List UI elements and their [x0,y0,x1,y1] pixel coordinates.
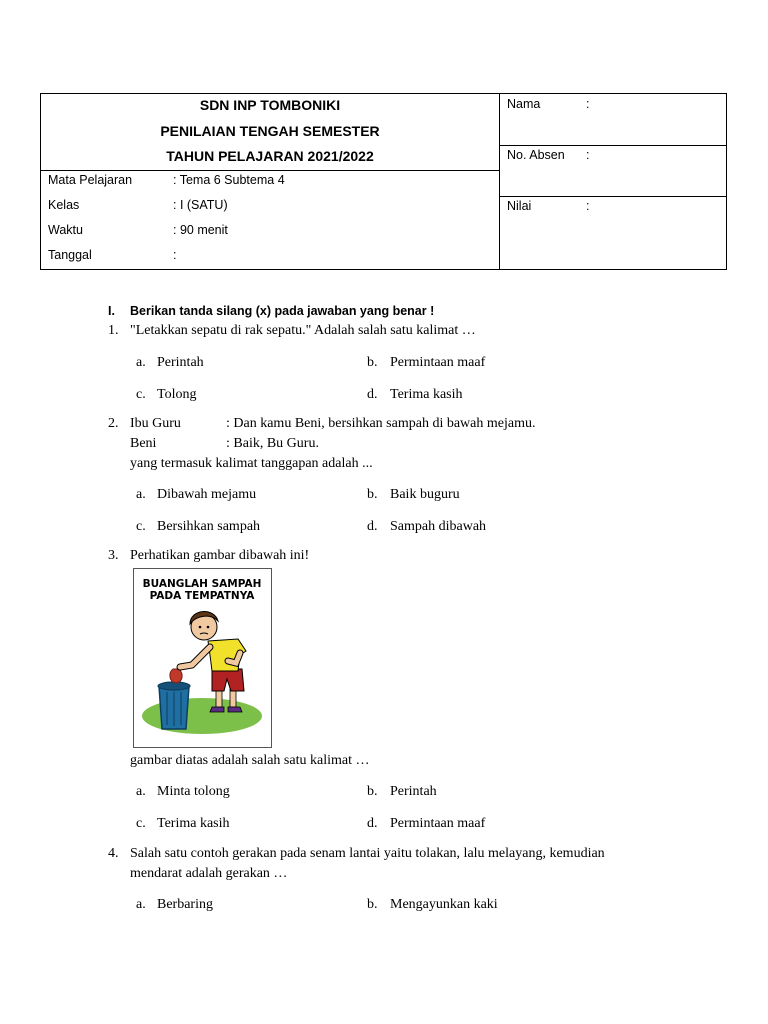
q2-option-a[interactable]: Dibawah mejamu [157,487,257,502]
q1-option-b[interactable]: Permintaan maaf [390,355,486,370]
section-number: I. [108,304,115,318]
field-label-class: Kelas [48,198,80,212]
name-label: Nama [507,97,541,111]
q3-option-b-letter: b. [367,784,378,799]
q3-option-c[interactable]: Terima kasih [157,816,230,831]
field-label-time: Waktu [48,223,83,237]
score-label: Nilai [507,199,532,213]
question-3-text: Perhatikan gambar dibawah ini! [130,548,310,563]
academic-year: TAHUN PELAJARAN 2021/2022 [166,148,374,164]
q4-option-b[interactable]: Mengayunkan kaki [390,897,498,912]
header-divider-right-2 [499,196,727,197]
poster-caption-line-1: BUANGLAH SAMPAH [142,578,262,590]
q2-option-d[interactable]: Sampah dibawah [390,519,487,534]
trash-illustration [133,568,272,748]
trash-bag [170,669,182,683]
q2-speaker-2: Beni [130,436,157,451]
q3-option-d-letter: d. [367,816,378,831]
field-label-date: Tanggal [48,248,92,262]
exam-title: PENILAIAN TENGAH SEMESTER [160,123,380,139]
score-colon: : [586,199,590,213]
trash-illustration-art [134,569,271,747]
q3-option-d[interactable]: Permintaan maaf [390,816,486,831]
field-value-time: : 90 menit [173,223,228,237]
field-value-subject: : Tema 6 Subtema 4 [173,173,285,187]
q3-option-b[interactable]: Perintah [390,784,437,799]
q3-option-a[interactable]: Minta tolong [157,784,230,799]
header-divider-vertical [499,94,500,270]
field-value-date: : [173,248,177,262]
absen-label: No. Absen [507,148,565,162]
question-4-text-line-1: Salah satu contoh gerakan pada senam lantai yaitu tolakan, lalu melayang, kemudian [130,846,605,861]
q2-option-b-letter: b. [367,487,378,502]
school-name: SDN INP TOMBONIKI [199,97,341,113]
question-3-after-text: gambar diatas adalah salah satu kalimat … [130,753,370,768]
q2-option-d-letter: d. [367,519,378,534]
absen-colon: : [586,148,590,162]
header-divider-left [41,170,499,171]
q4-option-a-letter: a. [136,897,146,912]
q1-option-d-letter: d. [367,387,378,402]
section-instruction: Berikan tanda silang (x) pada jawaban yang benar ! [130,304,435,318]
q4-option-a[interactable]: Berbaring [157,897,213,912]
header-box [40,93,727,270]
question-1-text: "Letakkan sepatu di rak sepatu." Adalah salah satu kalimat … [130,323,476,338]
question-1-number: 1. [108,323,119,338]
q2-speaker-1: Ibu Guru [130,416,181,431]
field-value-class: : I (SATU) [173,198,228,212]
q4-option-b-letter: b. [367,897,378,912]
q2-option-b[interactable]: Baik buguru [390,487,460,502]
q2-option-c[interactable]: Bersihkan sampah [157,519,261,534]
q1-option-c[interactable]: Tolong [157,387,197,402]
header-divider-right-1 [499,145,727,146]
question-4-number: 4. [108,846,119,861]
q2-line-2: : Baik, Bu Guru. [226,436,319,451]
q2-option-c-letter: c. [136,519,146,534]
q1-option-a-letter: a. [136,355,146,370]
poster-caption-line-2: PADA TEMPATNYA [149,590,255,602]
question-2-number: 2. [108,416,119,431]
q1-option-d[interactable]: Terima kasih [390,387,463,402]
question-2-text: yang termasuk kalimat tanggapan adalah ... [130,456,373,471]
q2-option-a-letter: a. [136,487,146,502]
question-4-text-line-2: mendarat adalah gerakan … [130,866,288,881]
q3-option-c-letter: c. [136,816,146,831]
boy-shorts [212,669,244,691]
q1-option-c-letter: c. [136,387,146,402]
question-3-number: 3. [108,548,119,563]
q2-line-1: : Dan kamu Beni, bersihkan sampah di bawah mejamu. [226,416,536,431]
q1-option-b-letter: b. [367,355,378,370]
q3-option-a-letter: a. [136,784,146,799]
q1-option-a[interactable]: Perintah [157,355,204,370]
name-colon: : [586,97,590,111]
trash-bin-rim [158,682,190,690]
field-label-subject: Mata Pelajaran [48,173,133,187]
